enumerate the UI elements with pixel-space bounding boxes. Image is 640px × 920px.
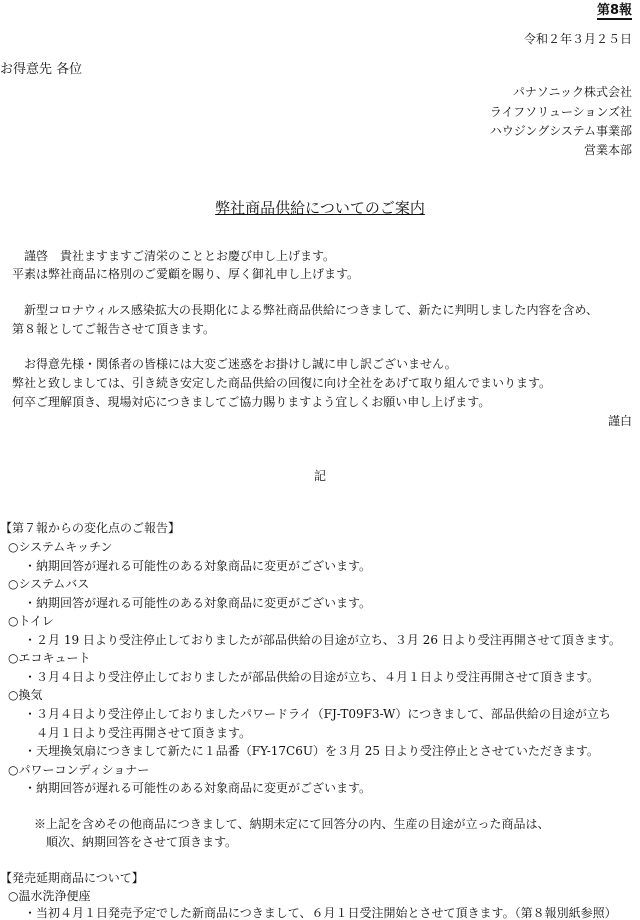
change-category-power-conditioner: ○パワーコンディショナー [8, 763, 150, 777]
change-item: ・天埋換気扇につきまして新たに１品番（FY-17C6U）を３月 25 日より受注停止とさせていただきます。 [24, 744, 599, 758]
sender-department: 営業本部 [583, 143, 632, 157]
change-item: ４月１日より受注再開させて頂きます。 [24, 726, 252, 740]
change-category-bath: ○システムバス [8, 577, 90, 591]
change-item: ・３月４日より受注停止しておりましたが部品供給の目途が立ち、４月１日より受注再開させて頂きます。 [24, 670, 600, 684]
postpone-item: ・当初４月１日発売予定でした新商品につきまして、６月１日受注開始とさせて頂きます。（第８報別紙参照） [24, 906, 617, 920]
change-category-kitchen: ○システムキッチン [8, 540, 113, 554]
sender-company: パナソニック株式会社 [512, 85, 632, 99]
greeting-line: 平素は弊社商品に格別のご愛顧を賜り、厚く御礼申し上げます。 [12, 267, 360, 281]
change-item: ・３月４日より受注停止しておりましたパワードライ（FJ-T09F3-W）につきまして、部品供給の目途が立ち [24, 707, 611, 721]
changes-heading: 【第７報からの変化点のご報告】 [0, 521, 181, 535]
intro-line: 第８報としてご報告させて頂きます。 [12, 322, 216, 336]
sender-business-unit: ハウジングシステム事業部 [489, 124, 632, 138]
change-item: ・納期回答が遅れる可能性のある対象商品に変更がございます。 [24, 596, 372, 610]
closing: 謹白 [607, 414, 632, 428]
change-item: ・納期回答が遅れる可能性のある対象商品に変更がございます。 [24, 781, 372, 795]
apology-line: お得意先様・関係者の皆様には大変ご迷惑をお掛けし誠に申し訳ございません。 [24, 357, 457, 371]
change-category-ventilation: ○換気 [8, 688, 43, 702]
change-category-toilet: ○トイレ [8, 614, 54, 628]
note-line: ※上記を含めその他商品につきまして、納期未定にて回答分の内、生産の目途が立った商品は、 [34, 817, 550, 831]
date: 令和２年３月２５日 [523, 32, 632, 46]
document-title: 弊社商品供給についてのご案内 [215, 199, 425, 217]
postpone-category-washlet: ○温水洗浄便座 [8, 889, 91, 903]
intro-line: 新型コロナウィルス感染拡大の長期化による弊社商品供給につきまして、新たに判明しました内容を含め、 [24, 303, 598, 317]
sender-division: ライフソリューションズ社 [489, 105, 632, 119]
apology-line: 何卒ご理解頂き、現場対応につきましてご協力賜りますよう宜しくお願い申し上げます。 [12, 395, 491, 409]
postpone-heading: 【発売延期商品について】 [0, 871, 144, 885]
change-item: ・納期回答が遅れる可能性のある対象商品に変更がございます。 [24, 559, 372, 573]
report-number: 第8報 [596, 3, 632, 18]
addressee: お得意先 各位 [0, 62, 83, 77]
change-item: ・２月 19 日より受注停止しておりましたが部品供給の目途が立ち、３月 26 日より受注再開させて頂きます。 [24, 633, 621, 647]
note-line: 順次、納期回答をさせて頂きます。 [34, 835, 238, 849]
ki-heading: 記 [313, 469, 326, 483]
change-category-ecocute: ○エコキュート [8, 651, 91, 665]
greeting-line: 謹啓 貴社ますますご清栄のこととお慶び申し上げます。 [24, 249, 336, 263]
apology-line: 弊社と致しましては、引き続き安定した商品供給の回復に向け全社をあげて取り組んでまいります。 [12, 376, 552, 390]
